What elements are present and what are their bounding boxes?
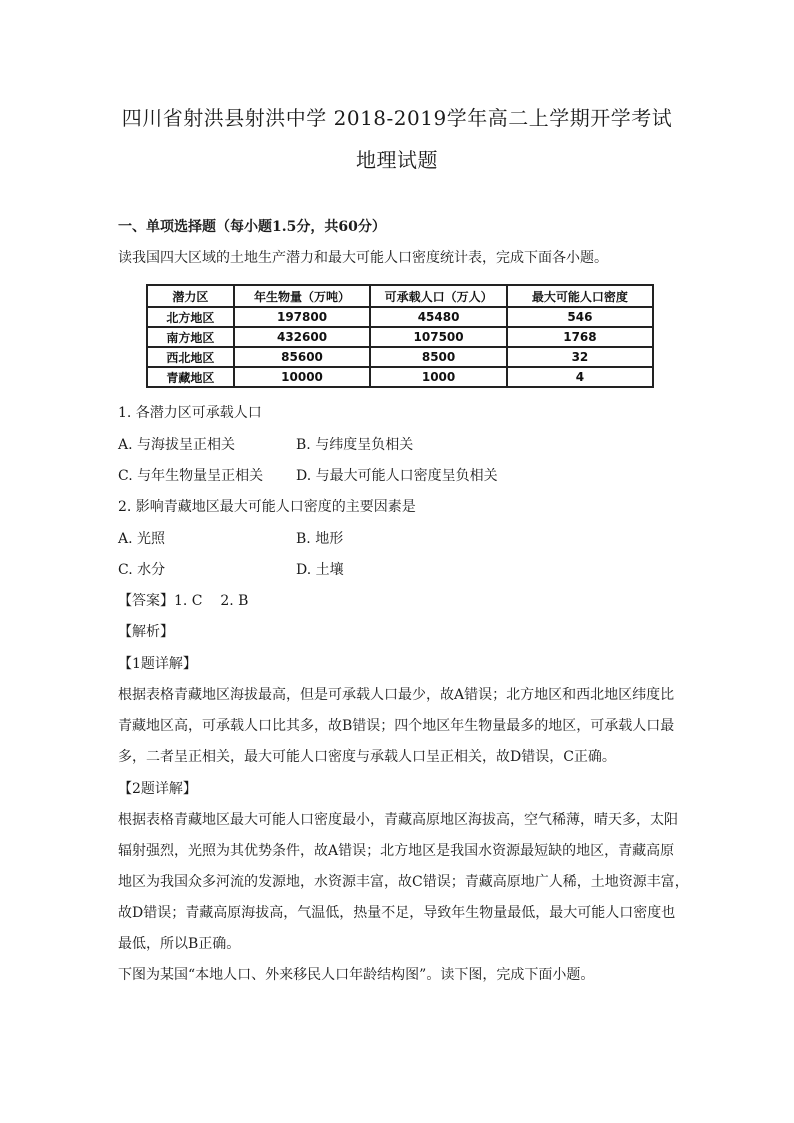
question-1-stem: 1. 各潜力区可承载人口	[118, 405, 262, 421]
table-cell: 107500	[370, 327, 507, 347]
question-2-stem: 2. 影响青藏地区最大可能人口密度的主要因素是	[118, 499, 416, 515]
detail-2-label: 【2题详解】	[118, 781, 197, 797]
detail-1-line: 多，二者呈正相关，最大可能人口密度与承载人口呈正相关，故D错误，C正确。	[118, 749, 616, 765]
question-2-option-a: A. 光照	[118, 531, 166, 547]
table-header-cell: 可承载人口（万人）	[370, 285, 507, 307]
question-2-option-d: D. 土壤	[296, 562, 344, 578]
table-cell: 32	[507, 347, 653, 367]
table-header-row	[147, 285, 653, 307]
detail-2-line: 辐射强烈，光照为其优势条件，故A错误；北方地区是我国水资源最短缺的地区，青藏高原	[118, 843, 675, 859]
question-1-option-b: B. 与纬度呈负相关	[296, 437, 414, 453]
table-row	[147, 347, 653, 367]
question-2-option-b: B. 地形	[296, 531, 344, 547]
table-cell: 4	[507, 367, 653, 387]
next-question-intro: 下图为某国“本地人口、外来移民人口年龄结构图”。读下图，完成下面小题。	[118, 967, 595, 983]
detail-2-line: 故D错误；青藏高原海拔高，气温低，热量不足，导致年生物量最低，最大可能人口密度也	[118, 905, 676, 921]
answer-line: 【答案】1. C 2. B	[118, 593, 249, 609]
detail-2-line: 根据表格青藏地区最大可能人口密度最小，青藏高原地区海拔高，空气稀薄，晴天多，太阳	[118, 812, 678, 828]
document-title: 四川省射洪县射洪中学 2018-2019学年高二上学期开学考试	[121, 106, 673, 130]
question-1-option-d: D. 与最大可能人口密度呈负相关	[296, 468, 498, 484]
section-heading: 一、单项选择题（每小题1.5分，共60分）	[118, 219, 386, 235]
table-row	[147, 327, 653, 347]
table-row	[147, 307, 653, 327]
detail-1-label: 【1题详解】	[118, 656, 197, 672]
detail-2-line: 地区为我国众多河流的发源地，水资源丰富，故C错误；青藏高原地广人稀，土地资源丰富，	[118, 874, 689, 890]
table-cell: 10000	[234, 367, 371, 387]
table-cell: 45480	[370, 307, 507, 327]
table-cell: 1768	[507, 327, 653, 347]
table-cell: 8500	[370, 347, 507, 367]
table-header-cell: 最大可能人口密度	[507, 285, 653, 307]
detail-2-line: 最低，所以B正确。	[118, 936, 241, 952]
table-cell: 西北地区	[147, 347, 234, 367]
question-1-option-c: C. 与年生物量呈正相关	[118, 468, 264, 484]
table-header-cell: 潜力区	[147, 285, 234, 307]
document-subtitle: 地理试题	[356, 148, 438, 172]
analysis-label: 【解析】	[118, 624, 174, 640]
question-2-option-c: C. 水分	[118, 562, 166, 578]
section-intro: 读我国四大区域的土地生产潜力和最大可能人口密度统计表，完成下面各小题。	[118, 250, 608, 266]
detail-1-line: 青藏地区高，可承载人口比其多，故B错误；四个地区年生物量最多的地区，可承载人口最	[118, 718, 675, 734]
table-cell: 432600	[234, 327, 371, 347]
data-table	[146, 284, 654, 388]
table-cell: 青藏地区	[147, 367, 234, 387]
question-1-option-a: A. 与海拔呈正相关	[118, 437, 236, 453]
detail-1-line: 根据表格青藏地区海拔最高，但是可承载人口最少，故A错误；北方地区和西北地区纬度比	[118, 687, 675, 703]
table-cell: 南方地区	[147, 327, 234, 347]
table-cell: 北方地区	[147, 307, 234, 327]
table-cell: 197800	[234, 307, 371, 327]
table-cell: 1000	[370, 367, 507, 387]
table-cell: 546	[507, 307, 653, 327]
table-cell: 85600	[234, 347, 371, 367]
table-row	[147, 367, 653, 387]
table-header-cell: 年生物量（万吨）	[234, 285, 371, 307]
